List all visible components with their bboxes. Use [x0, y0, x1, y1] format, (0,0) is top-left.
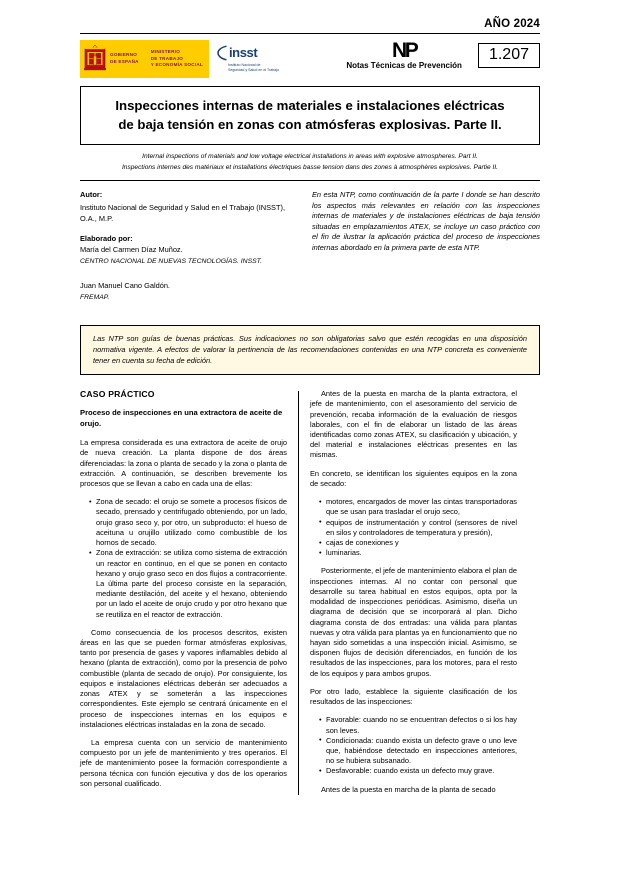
author-block	[80, 190, 308, 302]
left-column	[80, 389, 298, 795]
ministerio-label: MINISTERIO DE TRABAJO Y ECONOMÍA SOCIAL	[150, 49, 203, 68]
list-item: • Condicionada: cuando exista un defecto grave o uno leve que, habiéndose detectado en inspecciones anteriores, no se hubiera subsanado.	[319, 736, 517, 767]
escudo-espana-icon	[84, 44, 106, 74]
title-box	[80, 86, 540, 145]
translated-titles	[80, 145, 540, 178]
autor-value: Instituto Nacional de Seguridad y Salud en el Trabajo (INSST), O.A., M.P.	[80, 203, 285, 223]
right-paragraph-3: Posteriormente, el jefe de mantenimiento elabora el plan de inspecciones internas. Al no contar con personal que desarrolle su tarea habitual en estos equipos, opta por la modalidad de inspecciones periódicas. Asimismo, diseña un diagrama de decisión que se incorporará al plan. Dicho diagrama consta de dos entradas: una válida para plantas nuevas y otra válida para plantas ya en funcionamiento que no hayan sido sometidas a una inspección inicial. Asimismo, se disponen flujos de decisión diferenciados, en función de los resultados de las inspecciones, para los motores, para el resto de los equipos y para ambos grupos.	[310, 566, 517, 678]
right-paragraph-1: Antes de la puesta en marcha de la planta extractora, el jefe de mantenimiento, con el asesoramiento del servicio de prevención, recaba información de la evaluación de riesgos laborales, con el fin de elaborar un listado de las áreas identificadas como zonas ATEX, su clasificación y ubicación, y del material e instalaciones eléctricas presentes en las mismas.	[310, 389, 517, 460]
left-paragraph-3: La empresa cuenta con un servicio de mantenimiento compuesto por un jefe de mantenimiento y tres operarios. El jefe de mantenimiento posee la formación correspondiente a persona técnica con función ejecutiva y dos de los operarios son personal cualificado.	[80, 738, 287, 788]
elaborado-name-1: María del Carmen Díaz Muñoz.	[80, 245, 183, 255]
section-heading: CASO PRÁCTICO	[80, 389, 155, 400]
insst-subtitle: Instituto Nacional de Seguridad y Salud en el Trabajo	[227, 62, 280, 72]
left-bullet-list	[80, 497, 287, 620]
left-paragraph-1: La empresa considerada es una extractora de aceite de orujo de nueva creación. La planta dispone de dos áreas diferenciadas: la zona o planta de secado y la zona o planta de extracción. A continuación, se describen brevemente los procesos que se llevan a cabo en cada una de ellas:	[80, 438, 287, 488]
elaborado-name-2: Juan Manuel Cano Galdón.	[80, 280, 170, 290]
elaborado-org-1: CENTRO NACIONAL DE NUEVAS TECNOLOGÍAS. INSST.	[80, 258, 263, 266]
insst-wordmark	[217, 45, 279, 61]
list-item: • Favorable: cuando no se encuentran defectos o si los hay son leves.	[319, 715, 517, 735]
institutional-logos	[80, 40, 279, 78]
page-title-line-1: Inspecciones internas de materiales e instalaciones eléctricas	[115, 98, 505, 113]
logo-row	[80, 40, 540, 80]
ntp-logo	[346, 41, 462, 70]
insst-logo	[209, 40, 279, 78]
ntp-number-badge: 1.207	[478, 43, 540, 68]
gobierno-label: GOBIERNO DE ESPAÑA	[110, 52, 139, 64]
page-title-line-2: de baja tensión en zonas con atmósferas explosivas. Parte II.	[118, 117, 502, 133]
right-paragraph-5: Antes de la puesta en marcha de la planta de secado	[321, 784, 496, 794]
abstract-block	[308, 190, 540, 302]
list-item: • Desfavorable: cuando exista un defecto muy grave.	[319, 766, 517, 776]
title-french: Inspections internes des matériaux et installations électriques basse tension dans des zones à atmosphères explosives. Partie II.	[121, 163, 499, 171]
ntp-mark: NP	[391, 39, 417, 62]
right-paragraph-2: En concreto, se identifican los siguientes equipos en la zona de secado:	[310, 468, 517, 488]
disclaimer-box	[80, 325, 540, 375]
ntp-caption: Notas Técnicas de Prevención	[346, 60, 462, 70]
subsection-heading: Proceso de inspecciones en una extractora de aceite de orujo.	[80, 408, 283, 428]
list-item: • luminarias.	[319, 548, 517, 558]
metadata-row	[80, 190, 540, 302]
left-paragraph-2: Como consecuencia de los procesos descritos, existen áreas en las que se pueden formar atmósferas explosivas, tanto por presencia de gases y vapores inflamables debido al hexano (planta de extracción), como por la presencia de polvo combustible (planta de secado de orujo). Por consiguiente, los equipos e instalaciones eléctricas deberán ser adecuados a zonas ATEX y se someterán a las inspecciones correspondientes. Este ejemplo se centrará únicamente en el proceso de inspecciones internas en los equipos e instalaciones eléctricas instaladas en la zona de secado.	[80, 627, 287, 729]
list-item: • Zona de extracción: se utiliza como sistema de extracción un reactor en continuo, en el que se ponen en contacto hexano y orujo graso seco en dos flujos a contracorriente. La última parte del proceso consiste en la separación, mediante destilación, del aceite y el hexano, obteniendo por un lado el aceite de orujo crudo y por otro hexano que se reutiliza en el reactor de extracción.	[89, 548, 287, 620]
right-bullet-list-equipment	[310, 497, 517, 558]
list-item: • equipos de instrumentación y control (sensores de nivel en silos y controladores de temperatura y presión),	[319, 518, 517, 538]
abstract-text: En esta NTP, como continuación de la parte I donde se han descrito los aspectos más relevantes en relación con las inspecciones internas de materiales y de instalaciones eléctricas de baja tensión situadas en emplazamientos ATEX, se incluye un caso práctico con el fin de ilustrar la aplicación práctica del proceso de inspecciones internas abordado en la primera parte de esta NTP.	[312, 190, 540, 252]
subtitle-rule	[80, 180, 540, 181]
elaborado-org-2: FREMAP.	[80, 294, 110, 302]
second-author-group	[80, 281, 296, 303]
elaborado-label: Elaborado por:	[80, 234, 133, 244]
right-paragraph-4: Por otro lado, establece la siguiente clasificación de los resultados de las inspecciones:	[310, 686, 517, 707]
year-label: AÑO 2024	[484, 18, 540, 30]
title-english: Internal inspections of materials and low voltage electrical installations in areas with explosive atmospheres. Part II.	[142, 153, 478, 161]
autor-label: Autor:	[80, 190, 103, 200]
list-item: • cajas de conexiones y	[319, 538, 517, 548]
disclaimer-text: Las NTP son guías de buenas prácticas. Sus indicaciones no son obligatorias salvo que estén recogidas en una disposición normativa vigente. A efectos de valorar la pertinencia de las recomendaciones contenidas en una NTP concreta es conveniente tener en cuenta su fecha de edición.	[93, 333, 527, 366]
list-item: • motores, encargados de mover las cintas transportadoras que se usan para trasladar el orujo seco,	[319, 497, 517, 517]
right-bullet-list-results	[310, 715, 517, 776]
ntp-branding	[346, 40, 540, 70]
gobierno-de-espana-logo	[80, 40, 209, 78]
insst-name: insst	[228, 45, 258, 61]
insst-arc-icon	[217, 45, 228, 61]
body-columns	[80, 389, 540, 795]
right-column	[299, 389, 517, 795]
header-top-rule	[80, 33, 540, 34]
list-item: • Zona de secado: el orujo se somete a procesos físicos de secado, prensado y centrifugado obteniendo, por un lado, orujo graso seco y, por otro, un subproducto: el hueso de aceituna u orujillo utilizado como combustible de los hornos de secado.	[89, 497, 287, 548]
